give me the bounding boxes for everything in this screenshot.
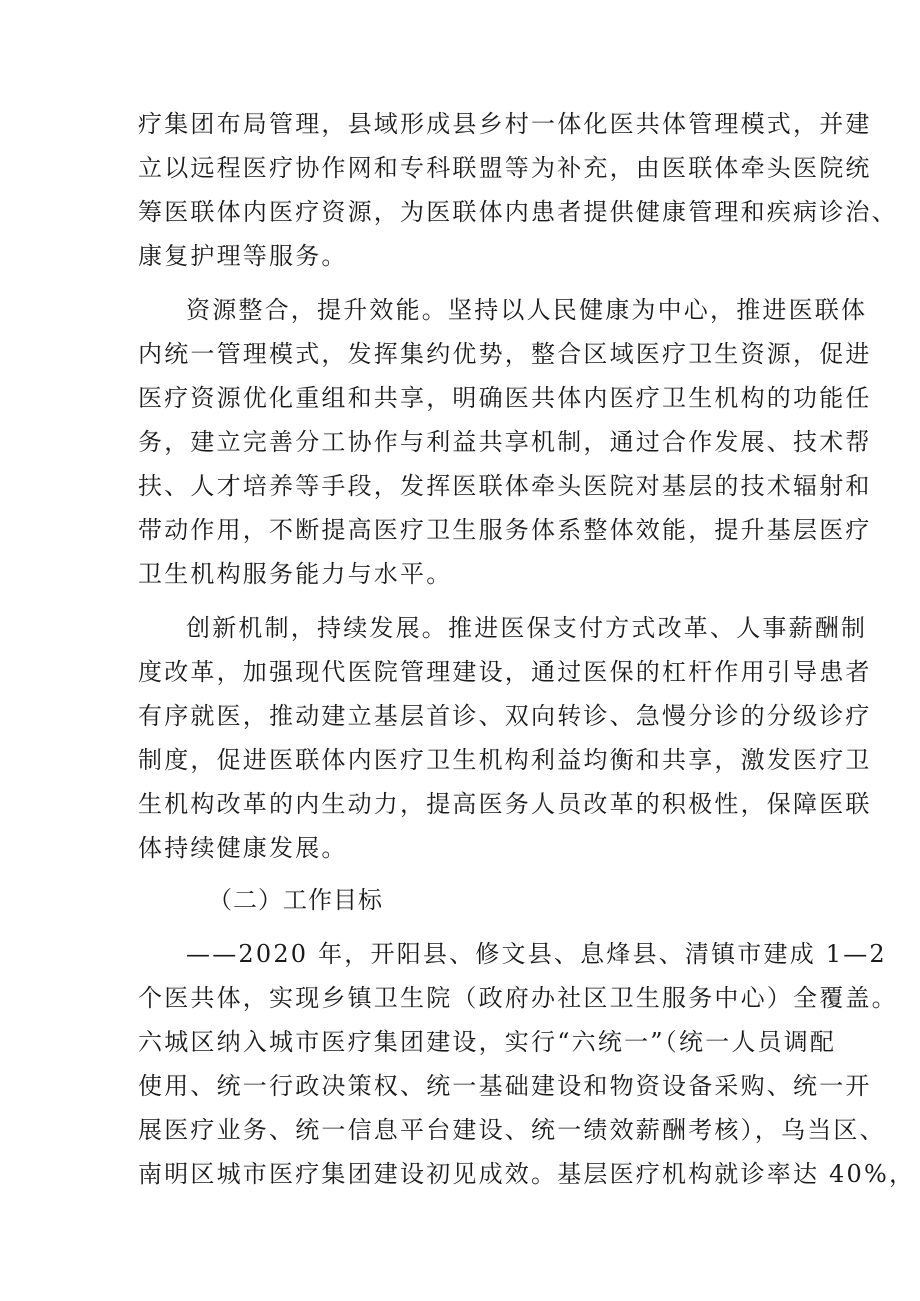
text-line: 展医疗业务、统一信息平台建设、统一绩效薪酬考核），乌当区、 xyxy=(138,1116,886,1144)
text-line: 内统一管理模式，发挥集约优势，整合区域医疗卫生资源，促进 xyxy=(138,340,872,368)
text-line: 立以远程医疗协作网和专科联盟等为补充，由医联体牵头医院统 xyxy=(138,154,872,182)
text-line: 个医共体，实现乡镇卫生院（政府办社区卫生服务中心）全覆盖。 xyxy=(138,984,898,1012)
text-line: 扶、人才培养等手段，发挥医联体牵头医院对基层的技术辐射和 xyxy=(138,472,872,500)
text-line: 资源整合，提升效能。坚持以人民健康为中心，推进医联体 xyxy=(186,296,868,324)
text-line: 体持续健康发展。 xyxy=(138,834,348,862)
text-line: 度改革，加强现代医院管理建设，通过医保的杠杆作用引导患者 xyxy=(138,658,872,686)
text-line: 创新机制，持续发展。推进医保支付方式改革、人事薪酬制 xyxy=(186,614,868,642)
text-line: 医疗资源优化重组和共享，明确医共体内医疗卫生机构的功能任 xyxy=(138,384,872,412)
section-heading: （二）工作目标 xyxy=(208,886,383,914)
text-line: 使用、统一行政决策权、统一基础建设和物资设备采购、统一开 xyxy=(138,1072,872,1100)
text-line: 筹医联体内医疗资源，为医联体内患者提供健康管理和疾病诊治、 xyxy=(138,198,898,226)
text-line: 带动作用，不断提高医疗卫生服务体系整体效能，提升基层医疗 xyxy=(138,516,872,544)
text-line: 生机构改革的内生动力，提高医务人员改革的积极性，保障医联 xyxy=(138,790,872,818)
text-line: 疗集团布局管理，县域形成县乡村一体化医共体管理模式，并建 xyxy=(138,110,872,138)
text-line: 六城区纳入城市医疗集团建设，实行“六统一”（统一人员调配 xyxy=(138,1028,837,1056)
text-line: 制度，促进医联体内医疗卫生机构利益均衡和共享，激发医疗卫 xyxy=(138,746,872,774)
text-line: 南明区城市医疗集团建设初见成效。基层医疗机构就诊率达 40%， xyxy=(138,1160,916,1188)
text-line: 务，建立完善分工协作与利益共享机制，通过合作发展、技术帮 xyxy=(138,428,872,456)
text-line: 康复护理等服务。 xyxy=(138,242,348,270)
text-line: 卫生机构服务能力与水平。 xyxy=(138,560,453,588)
text-line: 有序就医，推动建立基层首诊、双向转诊、急慢分诊的分级诊疗 xyxy=(138,702,872,730)
text-line: ——2020 年，开阳县、修文县、息烽县、清镇市建成 1—2 xyxy=(186,940,887,968)
